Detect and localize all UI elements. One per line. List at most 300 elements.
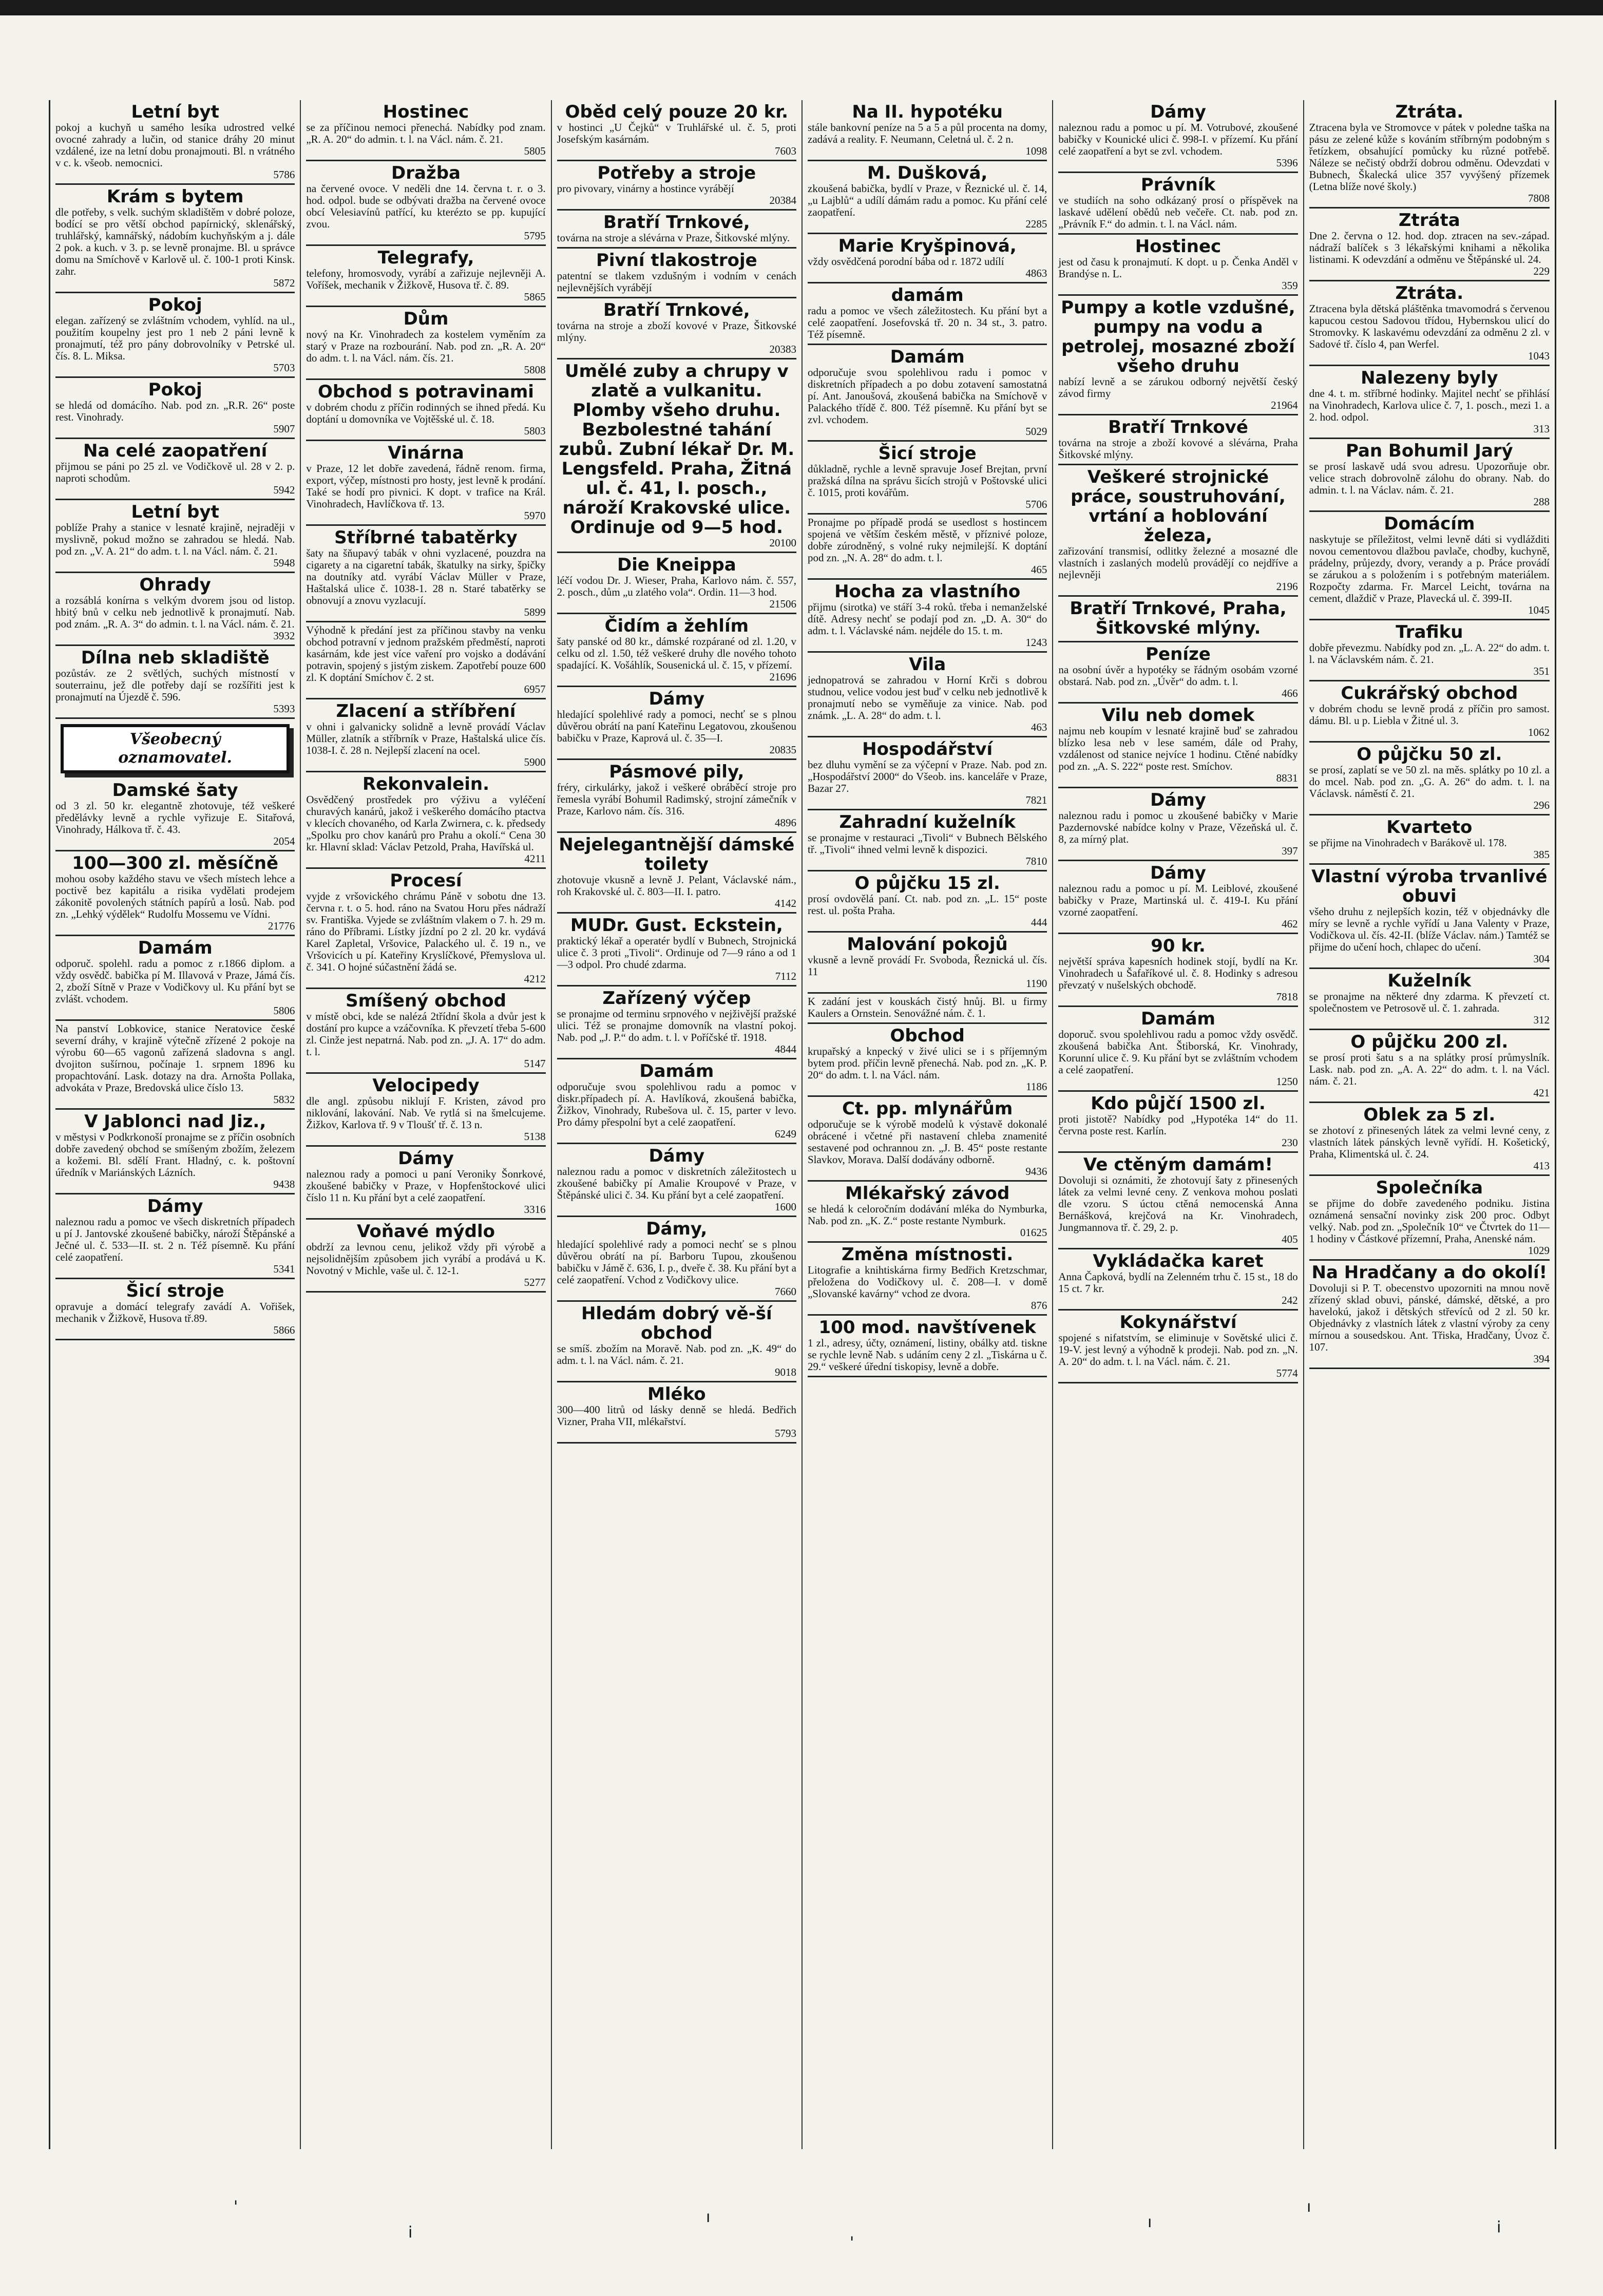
ad-title: Hostinec	[383, 102, 469, 122]
ad-number: 21776	[268, 920, 295, 932]
ad-number: 5774	[1276, 1367, 1298, 1379]
ad-text: v Praze, 12 let dobře zavedená, řádně renom. firma, export, výčep, místnosti pro hosty, jest levně k prodání. Také se hodí pro pivnici. K dopt. v trafice na Král. Vinohradech, Havlíčkova tř. 13.	[306, 462, 546, 510]
classified-ad	[306, 989, 545, 1074]
classified-ad	[306, 1147, 545, 1220]
ad-text: se zhotoví z přinesených látek za velmi levné ceny, z vlastních látek pánských levně vyřídí. H. Košetický, Praha, Klimentská ul. č. 24.	[1309, 1124, 1550, 1160]
ad-number: 394	[1533, 1353, 1550, 1365]
ad-title: Marie Kryšpinová,	[838, 236, 1017, 256]
ad-title: Bratří Trnkové,	[603, 212, 750, 233]
ad-title: Krám s bytem	[106, 186, 244, 207]
ad-title: Hospodářství	[862, 739, 993, 760]
ad-number: 2196	[1276, 580, 1298, 593]
ad-text: K zadání jest v kouskách čistý hnůj. Bl. u firmy Kaulers a Ornstein. Senovážné nám. č. 1.	[808, 995, 1047, 1019]
ad-title: Die Kneippa	[617, 555, 736, 575]
ad-title: Zlacení a stříbření	[336, 701, 516, 722]
ad-text: radu a pomoc ve všech záležitostech. Ku přání byt a celé zaopatření. Josefovská tř. 20 n. 34 st., 3. patro. Též písemně.	[808, 305, 1047, 340]
ad-text: krupařský a knpecký v živé ulici se i s příjemným bytem prod. příčin levně přenechá. Nab. pod zn. „K. P. 20“ do adm. t. l. na Václ. nám.	[808, 1045, 1047, 1081]
classified-ad	[557, 298, 796, 359]
ad-title: Kuželník	[1387, 971, 1472, 991]
classified-ad	[1058, 861, 1297, 934]
ad-title: Damám	[639, 1061, 714, 1081]
ad-title: Na Hradčany a do okolí!	[1311, 1262, 1548, 1283]
ad-number: 7821	[1025, 794, 1047, 806]
ad-title: Zařízený výčep	[602, 988, 751, 1009]
classified-ad	[808, 1243, 1047, 1316]
ad-number: 9018	[775, 1366, 796, 1378]
ad-title: V Jablonci nad Jiz.,	[84, 1111, 266, 1132]
classified-ad	[557, 249, 796, 298]
ad-title: Dámy	[147, 1196, 203, 1217]
ad-title: Vinárna	[388, 443, 464, 463]
ad-text: ve studiích na soho odkázaný prosí o příspěvek na laskavé udělení obědů neb večeře. Ct. nab. pod zn. „Právník F.“ do admin. t. l. na Václ. nám.	[1058, 194, 1298, 230]
ad-number: 7660	[775, 1285, 796, 1298]
classified-ad	[306, 622, 545, 699]
ad-text: Dovoluji si P. T. obecenstvo upozorniti na mnou nově zřízený sklad obuvi, pánské, dámské, dětské, a pro havelokú, jakož i dětských střevíců od 2 zl. 50 kr. Objednávky z vlastních látek z vlastní výroby za ceny mírnou a sousedskou. Ant. Třiska, Hradčany, Úvoz č. 107.	[1309, 1282, 1550, 1353]
ad-title: Dražba	[391, 163, 461, 183]
ad-title: Umělé zuby a chrupy v zlatě a vulkanitu. Plomby všeho druhu. Bezbolestné tahání zubů. Zubní lékař Dr. M. Lengsfeld. Praha, Žitná ul. č. 41, I. posch., nároží Krakovské ulice. Ordinuje od 9—5 hod.	[559, 361, 795, 538]
ad-title: Veškeré strojnické práce, soustruhování, vrtání a hoblování železa,	[1071, 467, 1286, 546]
ad-number: 288	[1533, 496, 1550, 508]
ad-text: na červené ovoce. V neděli dne 14. června t. r. o 3. hod. odpol. bude se odbývati dražba na červené ovoce obcí Velesiavínů patřící, ku kterézto se pp. kupující zvou.	[306, 182, 546, 230]
ad-text: odporučuje svou spolehlivou radu i pomoc v diskretních případech a po dobu zotavení samostatná pí. Ant. Janoušová, zkoušená babička na Smíchově v Palackého třídě č. 800. Též písemně. Ku přání byt se zvl. vchodem.	[808, 366, 1047, 426]
ad-number: 312	[1533, 1014, 1550, 1026]
ad-number: 463	[1030, 721, 1047, 733]
ad-number: 465	[1030, 563, 1047, 576]
ad-text: obdrží za levnou cenu, jelikož vždy při výrobě a nejsolidnějším způsobem jich vyrábí a prodává u K. Novotný v Michle, vaše ul. č. 12-1.	[306, 1241, 546, 1277]
ad-title: Damám	[890, 347, 965, 367]
classified-ad	[808, 1024, 1047, 1097]
classified-ad	[306, 100, 545, 161]
ad-number: 405	[1282, 1233, 1298, 1245]
ad-text: nový na Kr. Vinohradech za kostelem vyměním za starý v Praze na rozbourání. Nab. pod zn. „R. A. 20“ do adm. t. l. na Václ. nám. čís. 21.	[306, 328, 546, 364]
classified-ad	[55, 779, 295, 851]
ad-title: Domácím	[1384, 514, 1475, 534]
ad-text: se smíš. zbožím na Moravě. Nab. pod zn. „K. 49“ do adm. t. l. na Václ. nám. č. 21.	[557, 1342, 796, 1367]
ad-title: Kokynářství	[1119, 1312, 1237, 1333]
ad-number: 3932	[273, 630, 295, 642]
ad-number: 1250	[1276, 1075, 1298, 1088]
classified-ad	[306, 772, 545, 869]
classified-ad	[808, 283, 1047, 345]
ad-text: pozůstáv. ze 2 světlých, suchých místností v souterrainu, jež dle potřeby dají se rozšířiti jest k pronajmutí na Újezdě č. 596.	[55, 667, 295, 703]
ad-title: MUDr. Gust. Eckstein,	[570, 915, 783, 936]
classified-ad	[1058, 1092, 1297, 1153]
ad-title: Oběd celý pouze 20 kr.	[565, 102, 789, 122]
ad-text: na osobní úvěr a hypotéky se řádným osobám vzorné obstará. Nab. pod zn. „Úvěr“ do adm. t. l.	[1058, 663, 1298, 688]
ad-title: Bratří Trnkové	[1108, 417, 1248, 438]
ad-title: Dům	[403, 309, 449, 329]
ad-number: 1098	[1025, 145, 1047, 157]
classified-ad	[557, 1382, 796, 1444]
classified-ad	[808, 161, 1047, 234]
ad-title: Voňavé mýdlo	[357, 1221, 495, 1242]
ad-text: mohou osoby každého stavu ve všech místech lehce a poctivě bez kapitálu a risika vydělati prodejem zákonitě povolených státních papírů a losů. Nab. pod zn. „Lehký výdělek“ Rudolfu Mossemu ve Vídni.	[55, 872, 295, 920]
ad-number: 1043	[1528, 350, 1550, 362]
ad-number: 1190	[1026, 977, 1047, 990]
ad-number: 1045	[1528, 604, 1550, 616]
classified-ad	[1058, 1311, 1297, 1383]
ad-title: Dílna neb skladiště	[81, 648, 270, 668]
classified-ad	[306, 699, 545, 772]
ad-text: proti jistotě? Nabídky pod „Hypotéka 14“ do 11. června poste rest. Karlín.	[1058, 1113, 1298, 1137]
boxed-heading	[61, 724, 290, 773]
ad-text: se prosí proti šatu s a na splátky prosí průmyslník. Lask. nab. pod zn. „A. A. 22“ do adm. t. l. na Václ. nám. č. 21.	[1309, 1051, 1550, 1087]
classified-ad	[557, 760, 796, 833]
classified-ad	[557, 914, 796, 986]
ad-title: Telegrafy,	[377, 248, 474, 268]
classified-ad	[55, 646, 295, 719]
ad-number: 5029	[1025, 425, 1047, 438]
classified-ad	[1058, 465, 1297, 597]
ad-text: šaty panské od 80 kr., dámské rozpárané od zl. 1.20, v celku od zl. 1.50, též veškeré druhy dle nového tohoto spadající. K. Vošáhlík, Sousenická ul. č. 15, v přízemí.	[557, 635, 796, 671]
ad-text: v městysi v Podkrkonoší pronajme se z příčin osobních dobře zavedený obchod se smíšeným zbožím, železem a kožemi. Bl. sdělí Frant. Hladný, c. k. poštovní úředník v Mariánských Lázních.	[55, 1131, 295, 1179]
classified-ad	[1058, 173, 1297, 235]
ad-text: v místě obci, kde se nalézá 2třídní škola a dvůr jest k dostání pro kupce a vzáčovníka. K převzetí třeba 5-600 zl. Cinže jest nepatrná. Nab. pod zn. „J. A. 17“ do adm. t. l.	[306, 1010, 546, 1058]
ad-number: 5866	[273, 1324, 295, 1336]
ad-number: 6957	[524, 683, 546, 695]
ad-text: továrna na stroje a zboží kovové a slévárna, Praha Šitkovské mlýny.	[1058, 437, 1298, 461]
ad-title: Vlastní výroba trvanlivé obuvi	[1311, 866, 1548, 906]
ad-title: Obchod	[890, 1026, 965, 1046]
ad-text: se hledá k celoročním dodávání mléka do Nymburka, Nab. pod zn. „K. Z.“ poste restante Nymburk.	[808, 1203, 1047, 1227]
ad-title: Právník	[1140, 175, 1216, 195]
ad-number: 296	[1533, 799, 1550, 811]
ad-title: Dámy,	[646, 1219, 708, 1239]
classified-ad	[1309, 865, 1550, 969]
ad-text: od 3 zl. 50 kr. elegantně zhotovuje, též veškeré předělávky levně a rychle vyřizuje E. Sitařová, Vinohrady, Hálkova tř. č. 43.	[55, 800, 295, 836]
ad-text: hledající spolehlivé rady a pomoci, nechť se s plnou důvěrou obrátí na paní Kateřinu Legatovou, zkoušenou babičku v Praze, Kaprová ul. č. 35—I.	[557, 708, 796, 744]
ad-text: všeho druhu z nejlepších kozin, též v objednávky dle míry se levně a rychle vyřídí u Jana Valenty v Praze, Vodičkova ul. čís. 42-II. (blíže Václav. nám.) Tamtéž se přijme do učení hoch, chlapec do učení.	[1309, 905, 1550, 953]
column-2	[301, 100, 551, 2149]
classified-ad	[557, 1217, 796, 1302]
classified-ad	[1058, 1007, 1297, 1092]
classified-ad	[306, 161, 545, 246]
classified-ad	[808, 100, 1047, 161]
ad-title: Na celé zaopatření	[83, 441, 268, 461]
ad-number: 462	[1282, 918, 1298, 930]
ad-text: 1 zl., adresy, účty, oznámení, listiny, obálky atd. tiskne se rychle levně Nab. s udáním ceny 2 zl. „Tiskárna u č. 29.“ veškeré úřední tiskopisy, levně a dobře.	[808, 1337, 1047, 1373]
ad-text: odporučuje se k výrobě modelů k výstavě dokonalé obrácené i včetné při nastavení chleba znamenité sestavené pod ochrannou zn. „J. B. 45“ poste restante Slavkov, Morava. Další dodávány odborně.	[808, 1118, 1047, 1166]
classified-ad	[1309, 1176, 1550, 1261]
ad-text: se prosí, zaplatí se ve 50 zl. na měs. splátky po 10 zl. a do mcel. Nab. pod zn. „G. A. 26“ do adm. t. l. na Václavsk. náměstí č. 21.	[1309, 764, 1550, 800]
classified-ad	[55, 100, 295, 185]
ad-text: naleznou rady a pomoci u paní Veroniky Šonrkové, zkoušené babičky v Praze, v Hopfenštockové ulici číslo 11 n. Ku přání byt a celé zaopatření.	[306, 1168, 546, 1204]
ad-text: zhotovuje vkusně a levně J. Pelant, Václavské nám., roh Krakovské ul. č. 803—II. I. patro.	[557, 874, 796, 898]
margin-mark: i	[408, 2224, 413, 2242]
ad-text: spojené s nifatstvím, se eliminuje v Sovětské ulici č. 19-V. jest levný a výhodně k prodeji. Nab. pod zn. „N. A. 20“ do adm. t. l. na Václ. nám. č. 21.	[1058, 1332, 1298, 1368]
classified-ad	[557, 687, 796, 760]
ad-text: přijmou se páni po 25 zl. ve Vodičkově ul. 28 v 2. p. naproti schodům.	[55, 460, 295, 484]
classified-ad	[1058, 704, 1297, 788]
ad-number: 5396	[1276, 157, 1298, 169]
ad-title: Pokoj	[148, 379, 202, 400]
ad-title: Smíšený obchod	[346, 991, 506, 1011]
classified-ad	[55, 439, 295, 500]
ad-title: Potřeby a stroje	[597, 163, 756, 183]
ad-number: 421	[1533, 1087, 1550, 1099]
ad-number: 6249	[775, 1128, 796, 1140]
ad-text: odporučuje svou spolehlivou radu a pomoc v diskr.případech pí. A. Havlíková, zkoušená babička, Žižkov, Vinohrady, Rubešova ul. č. 15, parter v levo. Pro dámy přespolní byt a celé zaopatření.	[557, 1080, 796, 1128]
classified-ad	[557, 1302, 796, 1382]
classified-ad	[1058, 235, 1297, 296]
classified-ad	[808, 871, 1047, 933]
classified-ad	[306, 441, 545, 526]
ad-number: 1600	[775, 1201, 796, 1213]
ad-text: Dne 2. června o 12. hod. dop. ztracen na sev.-západ. nádraží balíček s 3 lékařskými knihami a několika listinami. K odevzdání a odměnu ve Štěpánské ul. 24.	[1309, 230, 1550, 265]
ad-text: nabízí levně a se zárukou odborný největší český závod firmy	[1058, 375, 1298, 400]
ad-text: vkusně a levně provádí Fr. Svoboda, Řeznická ul. čís. 11	[808, 954, 1047, 978]
margin-mark: '	[850, 2234, 854, 2252]
ad-title: Hledám dobrý vě-ší obchod	[581, 1303, 772, 1343]
ad-text: továrna na stroje a zboží kovové v Praze, Šitkovské mlýny.	[557, 319, 796, 344]
advertisement-page	[49, 100, 1556, 2149]
ad-title: Změna místnosti.	[842, 1244, 1014, 1265]
ad-number: 5865	[524, 291, 546, 303]
classified-ad	[557, 211, 796, 249]
classified-ad	[1058, 642, 1297, 704]
ad-text: bez dluhu vymění se za výčepní v Praze. Nab. pod zn. „Hospodářství 2000“ do Všeob. ins. kanceláře v Praze, Bazar 27.	[808, 758, 1047, 794]
ad-text: naleznou radu a pomoc u pí. M. Leiblové, zkoušené babičky v Praze, Martinská ul. č. 419-I. Ku přání vzorné zaopatření.	[1058, 882, 1298, 918]
classified-ad	[306, 307, 545, 380]
classified-ad	[1309, 366, 1550, 439]
ad-number: 21506	[769, 598, 796, 610]
classified-ad	[1309, 281, 1550, 366]
ad-text: stále bankovní peníze na 5 a 5 a půl procenta na domy, zadává a reality. F. Neumann, Celetná ul. č. 2 n.	[808, 121, 1047, 145]
ad-title: Bratří Trnkové, Praha, Šitkovské mlýny.	[1070, 598, 1287, 638]
ad-number: 1186	[1026, 1080, 1047, 1093]
ad-text: Litografie a knihtiskárna firmy Bedřich Kretzschmar, přeložena do Vodičkovy ul. č. 208—I. v domě „Slovanské kavárny“ vchod ze dvora.	[808, 1264, 1047, 1300]
ad-text: Na panství Lobkovice, stanice Neratovice české severní dráhy, v krajině výtečně zřízené 2 pokoje na výrobu 60—65 vagonů zařízená sladovna s angl. dvojiton sušírnou, počínaje 1. srpnem 1896 ku propachtování. Lask. dotazy na dra. Arnošta Pollaka, advokáta v Praze, Bredovská ulice číslo 13.	[55, 1022, 295, 1094]
classified-ad	[1309, 1103, 1550, 1176]
ad-text: naleznou radu a pomoc v diskretních záležitostech u zkoušené babičky pí Amalie Kroupové v Praze, v Štěpánské ulici č. 34. Ku přání byt a celé zaopatření.	[557, 1165, 796, 1201]
ad-number: 4896	[775, 817, 796, 829]
classified-ad	[1309, 681, 1550, 743]
ad-number: 5832	[273, 1093, 295, 1106]
classified-ad	[808, 653, 1047, 737]
classified-ad	[808, 994, 1047, 1024]
ad-text: naskytuje se příležitost, velmi levně dáti si vydlážditi novou cementovou dlažbou pavlače, chodby, kuchyně, prádelny, průjezdy, dvory, verandy a p. Práce provádí se zárukou a s položením i s potřebným materiálem. Rozpočty zdarma. Fr. Marcel Leicht, továrna na cement, dlaždič v Praze, Plavecká ul. č. 399-II.	[1309, 533, 1550, 604]
classified-ad	[55, 573, 295, 646]
classified-ad	[306, 869, 545, 989]
classified-ad	[808, 442, 1047, 515]
classified-ad	[808, 933, 1047, 994]
classified-ad	[808, 1182, 1047, 1243]
classified-ad	[55, 378, 295, 439]
ad-number: 5795	[524, 230, 546, 242]
ad-title: Nejelegantnější dámské toilety	[559, 834, 795, 875]
ad-title: 90 kr.	[1151, 936, 1206, 956]
ad-title: Ztráta.	[1395, 283, 1464, 303]
ad-number: 466	[1282, 687, 1298, 699]
ad-title: Velocipedy	[372, 1075, 480, 1096]
ad-title: Ztráta.	[1395, 102, 1464, 122]
ad-number: 7810	[1025, 855, 1047, 867]
ad-text: Pronajme po případě prodá se usedlost s hostincem spojená ve větším českém městě, v příznivé poloze, dobře zúrodněný, s volné ruky nejmilejší. K doptání pod zn. „N. A. 28“ do adm. t. l.	[808, 516, 1047, 564]
ad-number: 5806	[273, 1004, 295, 1017]
ad-text: odporuč. spolehl. radu a pomoc z r.1866 diplom. a vždy osvědč. babička pí M. Illavová v Praze, Jámá čís. 2, zboží Sítně v Praze v Vodičkovy ul. Ku přání byt se zvlášt. vchodem.	[55, 957, 295, 1005]
ad-number: 385	[1533, 848, 1550, 861]
ad-text: továrna na stroje a slévárna v Praze, Šitkovské mlýny.	[557, 232, 790, 244]
ad-title: Obchod s potravinami	[318, 382, 534, 402]
margin-mark: ı	[1307, 2198, 1311, 2216]
ad-title: Pokoj	[148, 295, 202, 315]
ad-title: Nalezeny byly	[1361, 368, 1498, 388]
classified-ad	[55, 185, 295, 293]
ad-title: Damské šaty	[112, 780, 238, 801]
classified-ad	[1058, 100, 1297, 173]
ad-text: v dobrém chodu z příčin rodinných se ihned předá. Ku doptání u domovníka ve Vojtěšské ul. č. 18.	[306, 401, 546, 425]
ad-number: 5138	[524, 1130, 546, 1143]
ad-text: v dobrém chodu se levně prodá z příčin pro samost. dámu. Bl. u p. Liebla v Žitné ul. 3.	[1309, 703, 1550, 727]
ad-number: 304	[1533, 953, 1550, 965]
ad-title: Pásmové pily,	[609, 762, 745, 782]
ad-text: dne 4. t. m. stříbrné hodinky. Majitel nechť se přihlásí na Vinohradech, Karlova ulice č. 7, 1. posch., mezi 1. a 2. hod. odpol.	[1309, 387, 1550, 423]
ad-title: Dámy	[398, 1148, 454, 1169]
ad-number: 21696	[769, 671, 796, 683]
ad-number: 229	[1533, 265, 1550, 277]
ad-number: 4863	[1025, 267, 1047, 279]
classified-ad	[1309, 815, 1550, 865]
ad-number: 7603	[775, 145, 796, 157]
ad-title: Peníze	[1146, 644, 1211, 665]
classified-ad	[1058, 1249, 1297, 1311]
ad-number: 9436	[1025, 1165, 1047, 1178]
ad-number: 313	[1533, 423, 1550, 435]
ad-title: Ct. pp. mlynářům	[842, 1098, 1013, 1119]
ad-text: prosí ovdovělá paní. Ct. nab. pod zn. „L. 15“ poste rest. ul. pošta Praha.	[808, 893, 1047, 917]
ad-title: Dámy	[1150, 863, 1206, 883]
ad-number: 4212	[524, 973, 546, 985]
classified-ad	[557, 986, 796, 1059]
ad-title: Vila	[909, 654, 946, 675]
ad-text: jednopatrová se zahradou v Horní Krči s dobrou studnou, velice vodou jest buď v celku neb jednotlivě k pronajmutí nebo se vyměňuje za vinice. Nab. pod známk. „L. A. 28“ do adm. t. l.	[808, 674, 1047, 722]
ad-number: 1029	[1528, 1244, 1550, 1257]
ad-number: 413	[1533, 1160, 1550, 1172]
classified-ad	[55, 1110, 295, 1194]
ad-number: 5808	[524, 364, 546, 376]
ad-text: naleznou radu i pomoc u zkoušené babičky v Marie Pazdernovské nabídce kolny v Praze, Vězeňská ul. č. 8, za mírný plat.	[1058, 809, 1298, 845]
ad-title: Šicí stroje	[126, 1281, 224, 1301]
classified-ad	[306, 526, 545, 622]
ad-text: Anna Čapková, bydlí na Zelenném trhu č. 15 st., 18 do 15 ct. 7 kr.	[1058, 1270, 1298, 1295]
ad-text: a rozsáblá konírna s velkým dvorem jsou od listop. hbitý bnů v celku neb jednotlivě k pronajmutí. Nab. pod znám. „R. A. 3“ do admin. t. l. na Václ. nám. č. 21.	[55, 594, 295, 630]
ad-text: zkoušená babička, bydlí v Praze, v Řeznické ul. č. 14, „u Lajblů“ a udílí dámám radu a pomoc. Ku přání celé zaopatření.	[808, 182, 1047, 218]
ad-number: 7818	[1276, 991, 1298, 1003]
classified-ad	[557, 161, 796, 211]
ad-text: Výhodně k předání jest za příčinou stavby na venku obchod potravní v jednom pražském předměstí, naproti kasárnám, kde jest více vaření pro vojsko a dodávání potravin, spojený s jistým ziskem. Zapotřebí pouze 600 zl. K doptání Smíchov č. 2 st.	[306, 624, 546, 684]
boxed-heading-line2: oznamovatel.	[118, 749, 233, 767]
classified-ad	[808, 737, 1047, 810]
ad-text: dle potřeby, s velk. suchým skladištěm v dobré poloze, bodící se pro větší obchod papírnický, sklenářský, truhlářský, kamnářský, nádobím kuchyňským a j. dále 2 pok. a kuch. v 3. p. se levně pronajme. Bl. u správce domu na Smíchově v Karlově ul. č. 100-1 proti Kinsk. zahr.	[55, 206, 295, 277]
ad-text: dobře převezmu. Nabídky pod zn. „L. A. 22“ do adm. t. l. na Václavském nám. č. 21.	[1309, 641, 1550, 666]
ad-number: 20384	[769, 194, 796, 206]
classified-ad	[1309, 969, 1550, 1030]
ad-text: Osvědčený prostředek pro výživu a vyléčení churavých kanárů, jakož i veškerého domácího ptactva v klecích chovaného, od Karla Zwirnera, c. k. předsedy „Spolku pro chov kanárů pro Prahu a okolí.“ Cena 30 kr. Hlavní sklad: Václav Petzold, Praha, Havířská ul.	[306, 793, 546, 853]
classified-ad	[557, 1059, 796, 1144]
ad-number: 5706	[1025, 498, 1047, 510]
ad-title: Ztráta	[1398, 210, 1460, 231]
classified-ad	[306, 246, 545, 307]
ad-number: 5703	[273, 362, 295, 374]
ad-number: 4142	[775, 897, 796, 909]
ad-number: 5900	[524, 756, 546, 768]
ad-title: Oblek za 5 zl.	[1363, 1105, 1496, 1125]
ad-text: se pronajme v restauraci „Tivoli“ v Bubnech Bělského tř. „Tivoli“ ihned velmi levně k dispozici.	[808, 831, 1047, 856]
ad-text: důkladně, rychle a levně spravuje Josef Brejtan, první pražská dílna na správu šicích strojů v Poštovské ulici č. 1015, proti kovářům.	[808, 463, 1047, 499]
ad-number: 359	[1282, 279, 1298, 292]
ad-title: Damám	[138, 938, 213, 958]
ad-number: 20835	[769, 744, 796, 756]
ad-title: Dámy	[1150, 102, 1206, 122]
ad-text: v hostinci „U Čejků“ v Truhlářské ul. č. 5, proti Josefským kasárnám.	[557, 121, 796, 145]
classified-ad	[55, 293, 295, 378]
ad-title: O půjčku 50 zl.	[1357, 744, 1502, 765]
ad-title: Letní byt	[131, 502, 219, 522]
ad-number: 5147	[524, 1057, 546, 1070]
classified-ad	[1058, 1153, 1297, 1249]
classified-ad	[1309, 743, 1550, 815]
ad-text: Dovoluji si oznámiti, že zhotovují šaty z přinesených látek za velmi levné ceny. Z venkova mohou poslati dle vzoru. S úctou ctěná nemocenská Anna Bernášková, krejčová na Kr. Vinohradech, Jungmannova tř. č. 29, 2. p.	[1058, 1174, 1298, 1234]
ad-number: 8831	[1276, 772, 1298, 784]
ad-title: Kdo půjčí 1500 zl.	[1091, 1093, 1266, 1114]
ad-number: 5793	[775, 1427, 796, 1439]
ad-number: 2054	[273, 835, 295, 847]
ad-number: 5942	[273, 484, 295, 496]
classified-ad	[1309, 439, 1550, 512]
ad-title: Vykládačka karet	[1093, 1251, 1264, 1272]
margin-mark: ı	[1148, 2213, 1152, 2231]
ad-title: 100 mod. navštívenek	[818, 1317, 1036, 1338]
classified-ad	[1309, 1261, 1550, 1369]
ad-title: Mléko	[647, 1384, 706, 1405]
classified-ad	[1309, 100, 1550, 208]
ad-number: 5786	[273, 168, 295, 181]
ad-title: Stříbrné tabatěrky	[334, 527, 518, 548]
ad-number: 3316	[524, 1203, 546, 1216]
ad-title: Hostinec	[1135, 236, 1222, 257]
classified-ad	[55, 500, 295, 573]
ad-text: léčí vodou Dr. J. Wieser, Praha, Karlovo nám. č. 557, 2. posch., dům „u zlatého vola“. Ordin. 11—3 hod.	[557, 574, 796, 598]
classified-ad	[1058, 597, 1297, 642]
ad-number: 20100	[769, 537, 796, 549]
ad-text: největší správa kapesních hodinek stojí, bydlí na Kr. Vinohradech u Šafaříkové ul. č. 8. Hodinky s adresou převzatý v nušelských obchodě.	[1058, 955, 1298, 991]
ad-number: 5948	[273, 557, 295, 569]
ad-text: vyjde z vršovického chrámu Páně v sobotu dne 13. června r. t. o 5. hod. ráno na Svatou Horu přes nádraží sv. Františka. Vyjede se zvláštním vlakem o 7. h. 29 m. ráno do Příbrami. Lístky jízdní po 2 zl. 20 kr. vydává Karel Zapletal, Vršovice, Palackého ul. č. 19 n., ve Vršovicích u pí. Kateřiny Kryslíčkové, Přemyslova ul. č. 341. O hojné súčastnění žádá se.	[306, 890, 546, 973]
ad-number: 20383	[769, 343, 796, 355]
classified-ad	[1309, 512, 1550, 620]
classified-ad	[557, 100, 796, 161]
classified-ad	[1309, 620, 1550, 681]
ad-title: Ve ctěným damám!	[1083, 1154, 1273, 1175]
ad-text: fréry, cirkulárky, jakož i veškeré obráběcí stroje pro řemesla vyrábí Bohumil Radimský, strojní zámečník v Praze, Karlovo nám. čís. 316.	[557, 781, 796, 817]
classified-ad	[557, 359, 796, 553]
ad-title: Rekonvalein.	[362, 774, 490, 794]
ad-text: opravuje a domácí telegrafy zavádí A. Vořišek, mechanik v Žižkově, Husova tř.89.	[55, 1300, 295, 1324]
ad-title: Vilu neb domek	[1101, 705, 1255, 726]
ad-number: 397	[1282, 845, 1298, 857]
ad-text: poblíže Prahy a stanice v lesnaté krajině, nejraději v myslivně, pokud možno se zahradou se hledá. Nab. pod zn. „V. A. 21“ do adm. t. l. na Václ. nám. č. 21.	[55, 521, 295, 557]
ad-title: Trafiku	[1396, 622, 1463, 642]
ad-text: se pronajme na některé dny zdarma. K převzetí ct. společnostem ve Petrosově ul. č. 1. zahrada.	[1309, 990, 1550, 1014]
ad-number: 5277	[524, 1276, 546, 1288]
ad-text: dle angl. způsobu niklují F. Kristen, závod pro niklování, lakování. Nab. Ve rytlá si na šmelcujeme. Žižkov, Karlova tř. 9 v Tloušť tř. č. 13 n.	[306, 1095, 546, 1131]
ad-number: 2285	[1025, 218, 1047, 230]
ad-number: 21964	[1271, 399, 1298, 411]
ad-text: patentní se tlakem vzdušným i vodním v cenách nejlevnějších vyrábějí	[557, 270, 796, 294]
ad-number: 4211	[524, 852, 546, 865]
ad-title: Dámy	[648, 689, 705, 709]
ad-text: se hledá od domácího. Nab. pod zn. „R.R. 26“ poste rest. Vinohrady.	[55, 399, 295, 423]
